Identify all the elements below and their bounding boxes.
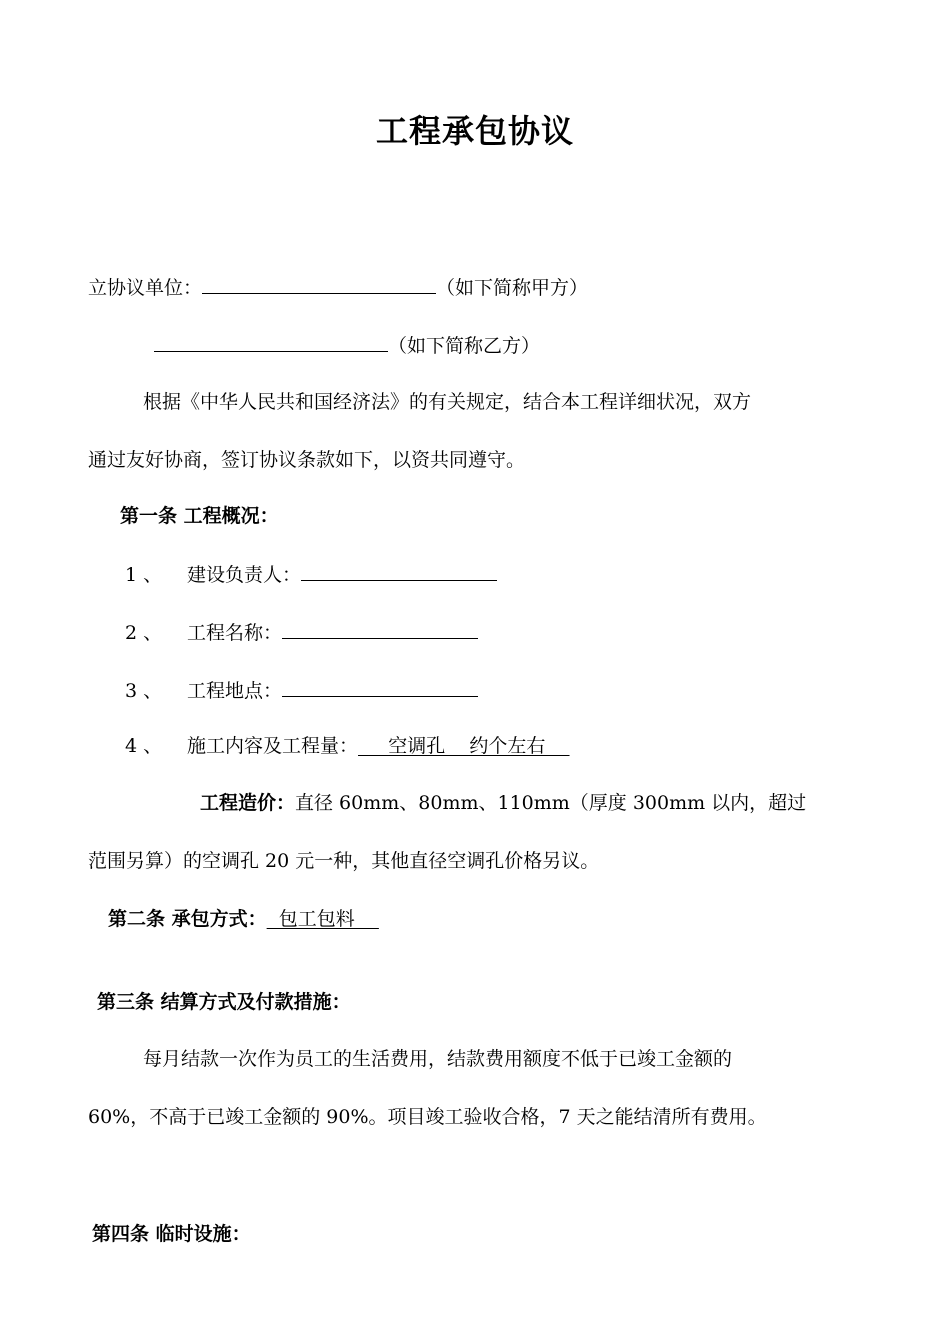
party-b-line (154, 331, 540, 359)
item-label: 工程地点： (187, 680, 283, 702)
document-title: 工程承包协议 (375, 112, 574, 150)
article4-heading: 第四条 临时设施： (92, 1223, 251, 1245)
item-label: 工程名称： (187, 622, 283, 644)
contract-method-value: 包工包料 (266, 908, 379, 930)
article3-line-2: 60%，不高于已竣工金额的 90%。项目竣工验收合格，7 天之能结清所有费用。 (88, 1106, 767, 1128)
party-b-suffix: （如下简称乙方） (388, 335, 541, 357)
party-a-blank[interactable] (202, 273, 436, 294)
item-number: 2 、 (125, 622, 163, 644)
article1-item-4 (125, 733, 570, 759)
article3-line-1: 每月结款一次作为员工的生活费用，结款费用额度不低于已竣工金额的 (143, 1048, 733, 1070)
article3-heading: 第三条 结算方式及付款措施： (97, 991, 351, 1013)
article2-heading: 第二条 承包方式： (108, 908, 267, 930)
work-content-value: 空调孔 约个左右 (358, 735, 570, 757)
article2-line (108, 906, 379, 932)
party-a-label: 立协议单位： (88, 277, 203, 299)
price-label: 工程造价： (200, 792, 296, 814)
price-text-1: 直径 60mm、80mm、110mm（厚度 300mm 以内，超过 (295, 792, 807, 814)
item-number: 4 、 (125, 735, 163, 757)
price-line-2: 范围另算）的空调孔 20 元一种，其他直径空调孔价格另议。 (88, 850, 600, 872)
price-line-1 (200, 790, 806, 816)
construction-manager-blank[interactable] (301, 560, 497, 581)
article1-item-1 (125, 560, 497, 588)
party-a-line (88, 273, 588, 301)
article1-item-3 (125, 676, 478, 704)
article1-item-2 (125, 618, 478, 646)
intro-line-2: 通过友好协商，签订协议条款如下，以资共同遵守。 (88, 449, 526, 471)
party-a-suffix: （如下简称甲方） (436, 277, 589, 299)
project-name-blank[interactable] (282, 618, 478, 639)
party-b-blank[interactable] (154, 331, 388, 352)
item-number: 3 、 (125, 680, 163, 702)
item-label: 建设负责人： (187, 564, 302, 586)
project-location-blank[interactable] (282, 676, 478, 697)
intro-line-1: 根据《中华人民共和国经济法》的有关规定，结合本工程详细状况，双方 (143, 391, 752, 413)
item-label: 施工内容及工程量： (187, 735, 359, 757)
article1-heading: 第一条 工程概况： (120, 505, 279, 527)
item-number: 1 、 (125, 564, 163, 586)
